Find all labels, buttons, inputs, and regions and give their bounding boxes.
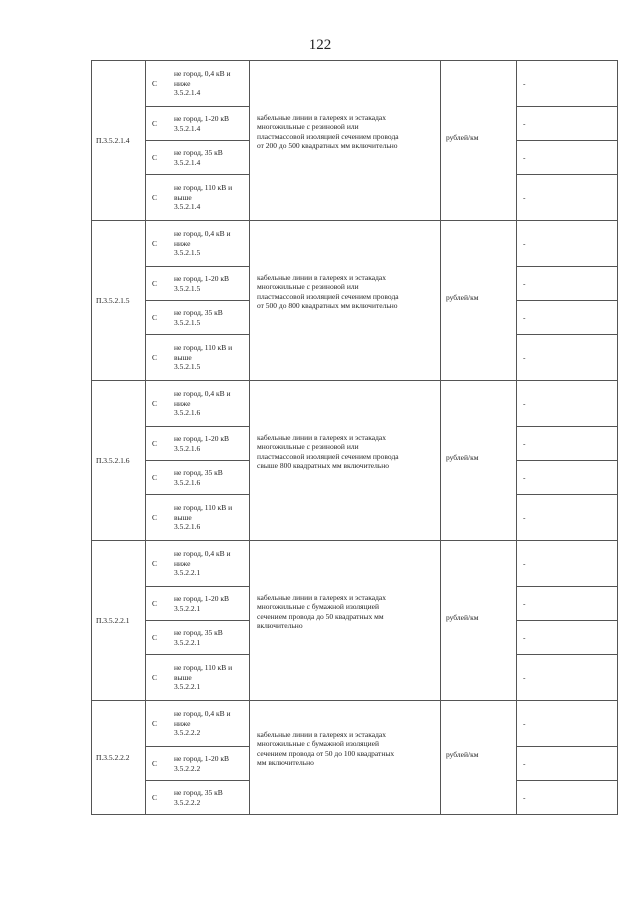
description-line: кабельные линии в галереях и эстакадах (257, 432, 386, 442)
voltage-cell (146, 107, 250, 141)
unit-label: рублей/км (446, 292, 479, 302)
category-letter: С (152, 758, 158, 768)
rate-value: - (517, 587, 618, 621)
category-letter: С (152, 78, 158, 88)
voltage-line: не город, 35 кВ (174, 628, 223, 637)
category-letter: С (152, 512, 158, 522)
rate-value: - (517, 61, 618, 107)
voltage-cell (146, 175, 250, 221)
rate-value: - (517, 747, 618, 781)
voltage-line: 3.5.2.1.4 (174, 202, 201, 212)
voltage-line: не город, 0,4 кВ и (174, 229, 231, 239)
voltage-line: не город, 110 кВ и (174, 183, 233, 193)
voltage-line: 3.5.2.1.5 (174, 362, 201, 372)
rate-value: - (517, 221, 618, 267)
voltage-line: не город, 0,4 кВ и (174, 389, 231, 399)
voltage-cell (146, 141, 250, 175)
item-description (250, 701, 441, 815)
category-letter: С (152, 598, 158, 608)
description-line: кабельные линии в галереях и эстакадах (257, 729, 386, 739)
rate-value: - (517, 107, 618, 141)
category-letter: С (152, 472, 158, 482)
category-letter: С (152, 352, 158, 362)
category-letter: С (152, 718, 158, 728)
rate-value: - (517, 541, 618, 587)
voltage-line: не город, 110 кВ и (174, 503, 233, 513)
voltage-cell (146, 301, 250, 335)
voltage-line: 3.5.2.1.6 (174, 522, 201, 532)
voltage-cell (146, 747, 250, 781)
description-line: кабельные линии в галереях и эстакадах (257, 112, 386, 122)
voltage-line: ниже (174, 238, 191, 248)
item-unit (441, 701, 517, 815)
description-line: многожильные с резиновой или (257, 282, 359, 291)
tariff-table (91, 60, 618, 815)
page-number: 122 (308, 37, 332, 53)
rate-value: - (517, 781, 618, 815)
voltage-line: 3.5.2.1.5 (174, 248, 201, 258)
item-unit (441, 541, 517, 701)
item-description (250, 61, 441, 221)
voltage-line: 3.5.2.2.2 (174, 728, 201, 738)
voltage-line: не город, 110 кВ и (174, 663, 233, 673)
voltage-line: 3.5.2.1.4 (174, 88, 201, 98)
voltage-line: 3.5.2.2.1 (174, 682, 201, 692)
voltage-line: выше (174, 672, 192, 682)
item-code: П.3.5.2.1.6 (92, 381, 146, 541)
rate-value: - (517, 301, 618, 335)
rate-value: - (517, 701, 618, 747)
item-code: П.3.5.2.1.5 (92, 221, 146, 381)
category-letter: С (152, 192, 158, 202)
rate-value: - (517, 427, 618, 461)
description-line: пластмассовой изоляцией сечением провода (257, 291, 399, 301)
voltage-cell (146, 541, 250, 587)
rate-value: - (517, 141, 618, 175)
rate-value: - (517, 461, 618, 495)
table-row (92, 221, 618, 267)
voltage-cell (146, 655, 250, 701)
voltage-cell (146, 587, 250, 621)
item-code: П.3.5.2.1.4 (92, 61, 146, 221)
voltage-line: не город, 0,4 кВ и (174, 549, 231, 559)
description-line: свыше 800 квадратных мм включительно (257, 461, 390, 470)
voltage-line: 3.5.2.1.6 (174, 477, 201, 487)
voltage-line: 3.5.2.1.6 (174, 408, 201, 418)
item-unit (441, 221, 517, 381)
voltage-line: выше (174, 352, 192, 362)
voltage-line: 3.5.2.1.6 (174, 443, 201, 453)
category-letter: С (152, 672, 158, 682)
voltage-line: 3.5.2.2.2 (174, 763, 201, 773)
voltage-line: не город, 110 кВ и (174, 343, 233, 353)
description-line: сечением провода от 50 до 100 квадратных (257, 748, 395, 758)
description-line: пластмассовой изоляцией сечением провода (257, 131, 399, 141)
voltage-cell (146, 61, 250, 107)
rate-value: - (517, 655, 618, 701)
category-letter: С (152, 278, 158, 288)
description-line: включительно (257, 621, 303, 630)
item-description (250, 381, 441, 541)
rate-value: - (517, 495, 618, 541)
description-line: многожильные с бумажной изоляцией (257, 602, 379, 611)
category-letter: С (152, 558, 158, 568)
voltage-line: ниже (174, 78, 191, 88)
voltage-line: ниже (174, 718, 191, 728)
voltage-line: не город, 35 кВ (174, 788, 223, 797)
voltage-cell (146, 621, 250, 655)
voltage-line: 3.5.2.2.1 (174, 568, 201, 578)
voltage-line: не город, 0,4 кВ и (174, 709, 231, 719)
voltage-line: 3.5.2.1.4 (174, 157, 201, 167)
voltage-line: не город, 1-20 кВ (174, 434, 229, 443)
voltage-line: выше (174, 192, 192, 202)
item-unit (441, 61, 517, 221)
voltage-cell (146, 701, 250, 747)
category-letter: С (152, 632, 158, 642)
description-line: многожильные с резиновой или (257, 442, 359, 451)
description-line: многожильные с бумажной изоляцией (257, 739, 379, 748)
voltage-cell (146, 495, 250, 541)
voltage-line: не город, 1-20 кВ (174, 594, 229, 603)
voltage-line: выше (174, 512, 192, 522)
rate-value: - (517, 335, 618, 381)
voltage-cell (146, 381, 250, 427)
voltage-line: 3.5.2.1.5 (174, 317, 201, 327)
category-letter: С (152, 398, 158, 408)
unit-label: рублей/км (446, 749, 479, 759)
category-letter: С (152, 238, 158, 248)
voltage-cell (146, 267, 250, 301)
voltage-line: не город, 0,4 кВ и (174, 69, 231, 79)
voltage-line: 3.5.2.2.2 (174, 797, 201, 807)
voltage-cell (146, 427, 250, 461)
rate-value: - (517, 381, 618, 427)
category-letter: С (152, 152, 158, 162)
category-letter: С (152, 118, 158, 128)
voltage-line: не город, 35 кВ (174, 308, 223, 317)
voltage-line: не город, 35 кВ (174, 468, 223, 477)
voltage-cell (146, 335, 250, 381)
unit-label: рублей/км (446, 612, 479, 622)
table-row (92, 61, 618, 107)
voltage-line: не город, 1-20 кВ (174, 274, 229, 283)
voltage-line: ниже (174, 398, 191, 408)
voltage-cell (146, 221, 250, 267)
category-letter: С (152, 792, 158, 802)
item-code: П.3.5.2.2.1 (92, 541, 146, 701)
voltage-line: не город, 1-20 кВ (174, 754, 229, 763)
table-row (92, 381, 618, 427)
voltage-line: не город, 1-20 кВ (174, 114, 229, 123)
voltage-line: 3.5.2.2.1 (174, 637, 201, 647)
rate-value: - (517, 175, 618, 221)
voltage-cell (146, 781, 250, 815)
item-description (250, 221, 441, 381)
description-line: пластмассовой изоляцией сечением провода (257, 451, 399, 461)
voltage-cell (146, 461, 250, 495)
table-row (92, 701, 618, 747)
rate-value: - (517, 621, 618, 655)
voltage-line: ниже (174, 558, 191, 568)
item-unit (441, 381, 517, 541)
description-line: от 500 до 800 квадратных мм включительно (257, 301, 398, 310)
voltage-line: 3.5.2.1.4 (174, 123, 201, 133)
rate-value: - (517, 267, 618, 301)
description-line: кабельные линии в галереях и эстакадах (257, 272, 386, 282)
category-letter: С (152, 438, 158, 448)
description-line: кабельные линии в галереях и эстакадах (257, 592, 386, 602)
description-line: сечением провода до 50 квадратных мм (257, 611, 384, 621)
unit-label: рублей/км (446, 452, 479, 462)
voltage-line: 3.5.2.2.1 (174, 603, 201, 613)
unit-label: рублей/км (446, 132, 479, 142)
description-line: многожильные с резиновой или (257, 122, 359, 131)
description-line: от 200 до 500 квадратных мм включительно (257, 141, 398, 150)
description-line: мм включительно (257, 758, 314, 767)
table-row (92, 541, 618, 587)
item-description (250, 541, 441, 701)
voltage-line: не город, 35 кВ (174, 148, 223, 157)
item-code: П.3.5.2.2.2 (92, 701, 146, 815)
category-letter: С (152, 312, 158, 322)
voltage-line: 3.5.2.1.5 (174, 283, 201, 293)
